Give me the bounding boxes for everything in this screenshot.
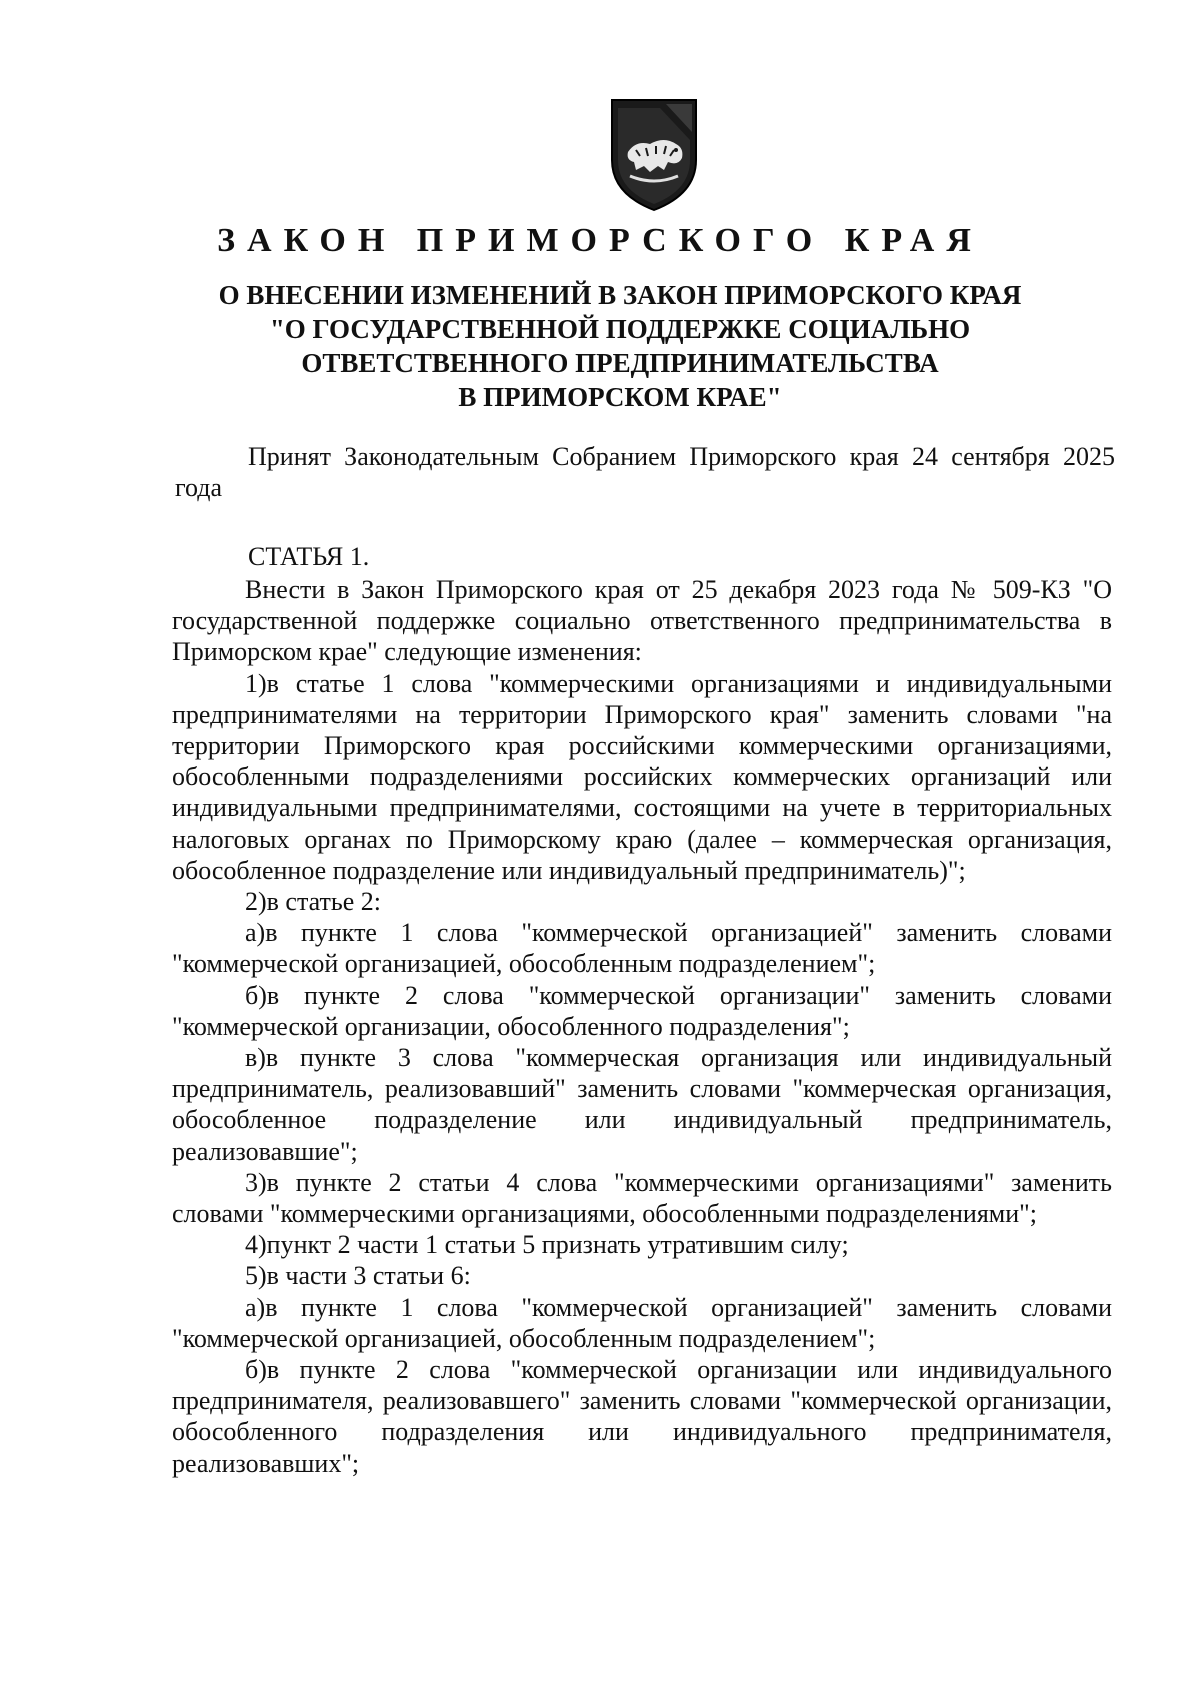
article-paragraph: б)в пункте 2 слова "коммерческой организации" заменить словами "коммерческой организации, обособленного подразделения"; bbox=[172, 980, 1112, 1041]
article-paragraph: в)в пункте 3 слова "коммерческая организация или индивидуальный предприниматель, реализовавший" заменить словами "коммерческая организация, обособленное подразделение или индивидуальный предприниматель, реализовавшие"; bbox=[172, 1043, 1112, 1166]
law-title: ЗАКОН ПРИМОРСКОГО КРАЯ bbox=[217, 222, 983, 259]
article-paragraph: 2)в статье 2: bbox=[245, 887, 382, 917]
article-paragraph: 5)в части 3 статьи 6: bbox=[245, 1261, 471, 1291]
coat-of-arms-emblem bbox=[606, 96, 702, 214]
adoption-statement: Принят Законодательным Собранием Приморского края 24 сентября 2025 года bbox=[175, 442, 1115, 502]
article-paragraph: 1)в статье 1 слова "коммерческими организациями и индивидуальными предпринимателями на территории Приморского края" заменить словами "на территории Приморского края российскими коммерческими организациями, обособленными подразделениями российских коммерческих организаций или индивидуальными предпринимателями, состоящими на учете в территориальных налоговых органах по Приморскому краю (далее – коммерческая организация, обособленное подразделение или индивидуальный предприниматель)"; bbox=[172, 668, 1112, 885]
article-paragraph: 4)пункт 2 части 1 статьи 5 признать утратившим силу; bbox=[245, 1230, 849, 1260]
article-body bbox=[172, 574, 1112, 1479]
article-paragraph: а)в пункте 1 слова "коммерческой организацией" заменить словами "коммерческой организацией, обособленным подразделением"; bbox=[172, 918, 1112, 979]
law-subject bbox=[170, 278, 1070, 414]
subject-line: "О ГОСУДАРСТВЕННОЙ ПОДДЕРЖКЕ СОЦИАЛЬНО bbox=[269, 314, 971, 344]
article-heading: СТАТЬЯ 1. bbox=[248, 542, 370, 571]
subject-line: ОТВЕТСТВЕННОГО ПРЕДПРИНИМАТЕЛЬСТВА bbox=[301, 348, 939, 378]
subject-line: В ПРИМОРСКОМ КРАЕ" bbox=[458, 382, 782, 412]
article-paragraph: б)в пункте 2 слова "коммерческой организации или индивидуального предпринимателя, реализовавшего" заменить словами "коммерческой организации, обособленного подразделения или индивидуального предпринимателя, реализовавших"; bbox=[172, 1355, 1112, 1478]
article-paragraph: 3)в пункте 2 статьи 4 слова "коммерческими организациями" заменить словами "коммерческими организациями, обособленными подразделениями"; bbox=[172, 1167, 1112, 1229]
article-paragraph: а)в пункте 1 слова "коммерческой организацией" заменить словами "коммерческой организацией, обособленным подразделением"; bbox=[172, 1292, 1112, 1353]
article-paragraph: Внести в Закон Приморского края от 25 декабря 2023 года № 509-КЗ "О государственной поддержке социально ответственного предпринимательства в Приморском крае" следующие изменения: bbox=[172, 575, 1112, 667]
subject-line: О ВНЕСЕНИИ ИЗМЕНЕНИЙ В ЗАКОН ПРИМОРСКОГО КРАЯ bbox=[218, 280, 1022, 310]
